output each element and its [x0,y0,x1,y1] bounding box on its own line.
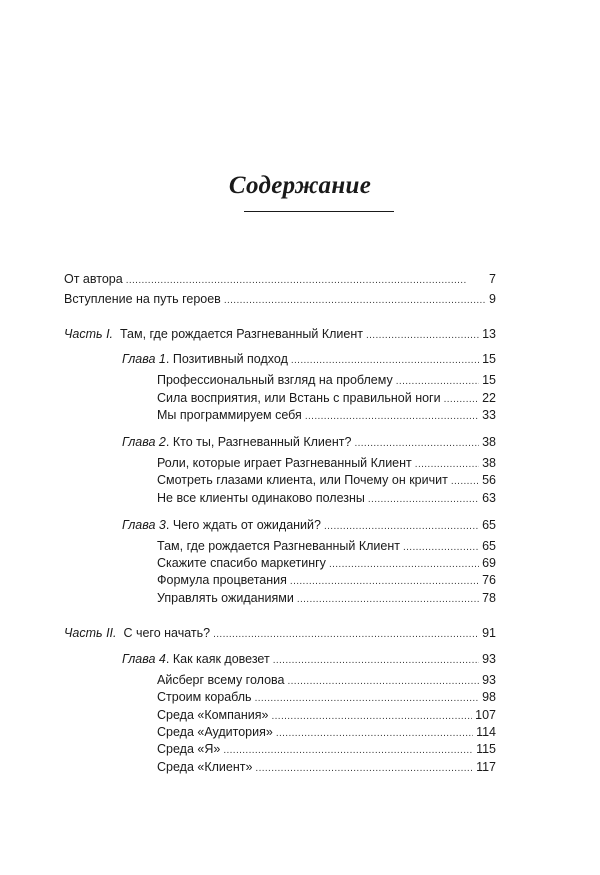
toc-section-entry [157,554,496,572]
toc-part-entry [64,325,496,343]
toc-section-entry [157,406,496,424]
leader-dots [126,272,486,290]
toc-entry-label: Смотреть глазами клиента, или Почему он кричит [157,473,448,487]
toc-entry-page: 117 [476,760,496,774]
toc-entry-label: Формула процветания [157,573,287,587]
title-underline [244,211,394,212]
toc-entry-page: 93 [482,652,496,666]
toc-section-entry [157,723,496,741]
toc-entry-label: Управлять ожиданиями [157,591,294,605]
toc-entry-page: 93 [482,673,496,687]
toc-entry-page: 91 [482,626,496,640]
toc-chapter-entry [122,350,496,368]
toc-entry-label: Среда «Клиент» [157,760,253,774]
toc-entry-label [64,325,363,343]
toc-entry-title: . Как каяк довезет [165,652,270,666]
toc-section-entry [157,471,496,489]
toc-entry-page: 69 [482,556,496,570]
toc-section-entry [157,740,496,758]
toc-entry-page: 9 [489,292,496,306]
toc-entry-page: 13 [482,327,496,341]
leader-dots [224,292,486,310]
toc-entry-prefix: Глава 3 [122,518,166,532]
toc-section-entry [157,537,496,555]
toc-entry-page: 65 [482,518,496,532]
toc-entry-page: 115 [476,742,496,756]
toc-entry-prefix: Глава 4 [122,652,166,666]
toc-entry-title: С чего начать? [123,626,211,640]
toc-entry-page: 22 [482,391,496,405]
toc-entry-label: Среда «Компания» [157,708,269,722]
toc-entry-page: 98 [482,690,496,704]
toc-entry-title: . Кто ты, Разгневанный Клиент? [165,435,352,449]
toc-section-entry [157,589,496,607]
toc-entry-page: 65 [482,539,496,553]
toc-entry-label: Профессиональный взгляд на проблему [157,373,393,387]
toc-section-entry [157,389,496,407]
toc-entry-prefix: Часть I. [64,327,114,341]
toc-chapter-entry [122,433,496,451]
leader-dots [297,591,479,609]
toc-entry-label: Строим корабль [157,690,252,704]
toc-entry-page: 15 [482,352,496,366]
toc-entry-label: Роли, которые играет Разгневанный Клиент [157,456,412,470]
toc-entry-label: Айсберг всему голова [157,673,285,687]
toc-section-entry [157,671,496,689]
toc-entry-page: 38 [482,456,496,470]
page-title: Содержание [228,172,372,199]
toc-section-entry [157,706,496,724]
toc-entry-title: . Позитивный подход [165,352,288,366]
toc-entry-label: Сила восприятия, или Встань с правильной ноги [157,391,441,405]
toc-entry-page: 107 [475,708,496,722]
leader-dots [213,626,479,644]
toc-section-entry [157,571,496,589]
toc-entry-label: Вступление на путь героев [64,292,221,306]
toc-entry-label [122,650,270,668]
toc-entry-prefix: Глава 2 [122,435,166,449]
toc-entry-page: 15 [482,373,496,387]
toc-section-entry [157,371,496,389]
toc-entry [64,290,496,308]
toc-entry-label: Среда «Аудитория» [157,725,273,739]
toc-section-entry [157,758,496,776]
toc-entry [64,270,496,288]
leader-dots [291,352,479,370]
toc-entry-label: Среда «Я» [157,742,221,756]
leader-dots [273,652,479,670]
toc-entry-label [122,516,321,534]
toc-entry-label [64,624,210,642]
toc-chapter-entry [122,516,496,534]
toc-entry-label [122,350,288,368]
toc-entry-page: 38 [482,435,496,449]
toc-entry-label [122,433,351,451]
toc-entry-prefix: Глава 1 [122,352,166,366]
toc-entry-prefix: Часть II. [64,626,117,640]
leader-dots [368,491,479,509]
leader-dots [255,760,473,778]
toc-section-entry [157,489,496,507]
toc-entry-label: Не все клиенты одинаково полезны [157,491,365,505]
toc-entry-page: 63 [482,491,496,505]
leader-dots [305,408,479,426]
toc-section-entry [157,454,496,472]
toc-part-entry [64,624,496,642]
toc-section-entry [157,688,496,706]
toc-entry-page: 114 [476,725,496,739]
toc-entry-page: 56 [482,473,496,487]
toc-entry-page: 7 [489,272,496,286]
toc-entry-label: От автора [64,272,123,286]
toc-entry-page: 76 [482,573,496,587]
leader-dots [366,327,479,345]
toc-entry-page: 78 [482,591,496,605]
toc-entry-title: Там, где рождается Разгневанный Клиент [119,327,363,341]
toc-entry-title: . Чего ждать от ожиданий? [165,518,321,532]
toc-entry-label: Там, где рождается Разгневанный Клиент [157,539,400,553]
toc-chapter-entry [122,650,496,668]
toc-entry-label: Скажите спасибо маркетингу [157,556,326,570]
leader-dots [354,435,479,453]
toc-entry-page: 33 [482,408,496,422]
leader-dots [324,518,479,536]
toc-entry-label: Мы программируем себя [157,408,302,422]
